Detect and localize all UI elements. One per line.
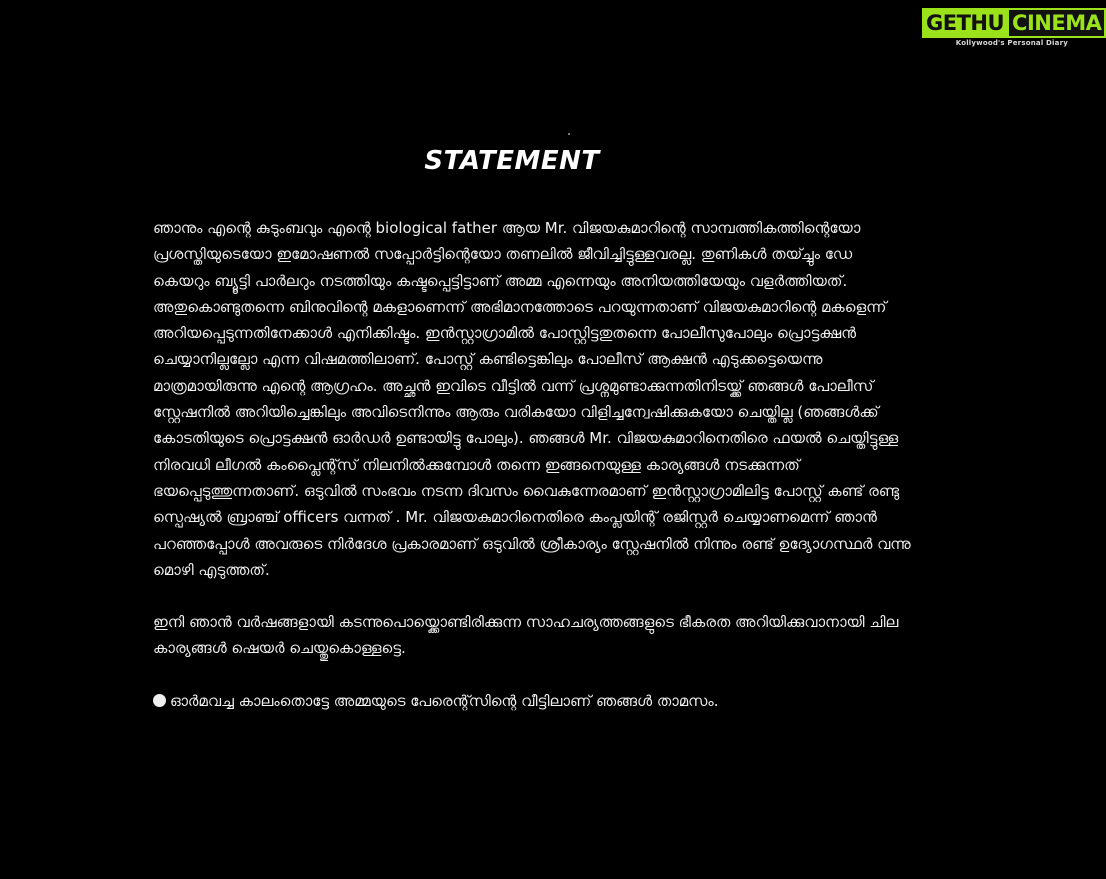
decorative-dot bbox=[568, 133, 570, 135]
paragraph-line: നിരവധി ലീഗൽ കംപ്ലൈന്റ്സ് നിലനിൽക്കുമ്പോൾ തന്നെ ഇങ്ങനെയുള്ള കാര്യങ്ങൾ നടക്കുന്നത് bbox=[153, 455, 800, 474]
bullet-circle-icon bbox=[153, 694, 166, 707]
logo-part2: CINEMA bbox=[1007, 8, 1106, 38]
paragraph-2 bbox=[153, 609, 943, 662]
gethu-cinema-logo bbox=[922, 8, 1102, 50]
statement-body bbox=[153, 215, 943, 714]
paragraph-line: കോടതിയുടെ പ്രൊട്ടക്ഷൻ ഓർഡർ ഉണ്ടായിട്ടു പോലും). ഞങ്ങൾ Mr. വിജയകുമാറിനെതിരെ ഫയൽ ചെയ്തിട്ടുള്ള bbox=[153, 429, 899, 448]
paragraph-1 bbox=[153, 215, 943, 583]
paragraph-gap bbox=[153, 662, 943, 688]
logo-tagline: Kollywood's Personal Diary bbox=[955, 39, 1068, 47]
logo-wordmark bbox=[922, 8, 1102, 38]
paragraph-line: പറഞ്ഞപ്പോൾ അവരുടെ നിർദേശ പ്രകാരമാണ് ഒടുവിൽ ശ്രീകാര്യം സ്റ്റേഷനിൽ നിന്നും രണ്ട് ഉദ്യോഗസ്ഥർ വന്നു bbox=[153, 534, 911, 553]
paragraph-line: സ്റ്റേഷനിൽ അറിയിച്ചെങ്കിലും അവിടെനിന്നും ആരും വരികയോ വിളിച്ചന്വേഷിക്കുകയോ ചെയ്തില്ല (ഞങ്ങൾക്ക് bbox=[153, 403, 879, 422]
paragraph-line: ഭയപ്പെടുത്തുന്നതാണ്. ഒടുവിൽ സംഭവം നടന്ന ദിവസം വൈകുന്നേരമാണ് ഇൻസ്റ്റാഗ്രാമിലിട്ട പോസ്റ്റ് കണ്ട് രണ്ടു bbox=[153, 481, 900, 500]
statement-title: STATEMENT bbox=[424, 146, 600, 176]
paragraph-line: മൊഴി എടുത്തത്. bbox=[153, 560, 270, 579]
paragraph-line: ചെയ്യാനില്ലല്ലോ എന്ന വിഷമത്തിലാണ്. പോസ്റ്റ് കണ്ടിട്ടെങ്കിലും പോലീസ് ആക്ഷൻ എടുക്കട്ടെയെന്നു bbox=[153, 350, 823, 369]
logo-part1: GETHU bbox=[922, 8, 1007, 38]
paragraph-line: പ്രശസ്തിയുടെയോ ഇമോഷണൽ സപ്പോർട്ടിന്റെയോ തണലിൽ ജീവിച്ചിട്ടുള്ളവരല്ല. തുണികൾ തയ്ച്ചും ഡേ bbox=[153, 245, 853, 264]
paragraph-line: ഞാനും എന്റെ കുടുംബവും എന്റെ biological father ആയ Mr. വിജയകുമാറിന്റെ സാമ്പത്തികത്തിന്റെയോ bbox=[153, 219, 861, 237]
paragraph-gap bbox=[153, 583, 943, 609]
paragraph-line: അതുകൊണ്ടുതന്നെ ബിനുവിന്റെ മകളാണെന്ന് അഭിമാനത്തോടെ പറയുന്നതാണ് വിജയകുമാറിന്റെ മകളെന്ന് bbox=[153, 297, 887, 316]
paragraph-line: അറിയപ്പെടുന്നതിനേക്കാൾ എനിക്കിഷ്ടം. ഇൻസ്റ്റാഗ്രാമിൽ പോസ്റ്റിട്ടതുതന്നെ പോലീസുപോലും പ്രൊട്ടക്ഷൻ bbox=[153, 324, 857, 343]
paragraph-line: കെയറും ബ്യൂട്ടി പാർലറും നടത്തിയും കഷ്ടപ്പെട്ടിട്ടാണ് അമ്മ എന്നെയും അനിയത്തിയേയും വളർത്തിയത്. bbox=[153, 271, 848, 290]
bullet-item bbox=[153, 688, 943, 714]
paragraph-line: കാര്യങ്ങൾ ഷെയർ ചെയ്തുകൊള്ളട്ടെ. bbox=[153, 639, 406, 658]
paragraph-line: മാത്രമായിരുന്നു എന്റെ ആഗ്രഹം. അച്ഛൻ ഇവിടെ വീട്ടിൽ വന്ന് പ്രശ്നമുണ്ടാക്കുന്നതിനിടയ്ക്ക് ഞങ്ങൾ പോലീസ് bbox=[153, 376, 874, 395]
bullet-text: ഓർമവച്ച കാലംതൊട്ടേ അമ്മയുടെ പേരെന്റ്സിന്റെ വീട്ടിലാണ് ഞങ്ങൾ താമസം. bbox=[170, 691, 719, 710]
paragraph-line: ഇനി ഞാൻ വർഷങ്ങളായി കടന്നുപൊയ്ക്കൊണ്ടിരിക്കുന്ന സാഹചര്യത്തങ്ങളുടെ ഭീകരത അറിയിക്കുവാനായി ചില bbox=[153, 613, 899, 632]
paragraph-line: സ്പെഷ്യൽ ബ്രാഞ്ച് officers വന്നത് . Mr. വിജയകുമാറിനെതിരെ കംപ്ലയിന്റ് രജിസ്റ്റർ ചെയ്യാണമെന്ന് ഞാൻ bbox=[153, 508, 877, 527]
